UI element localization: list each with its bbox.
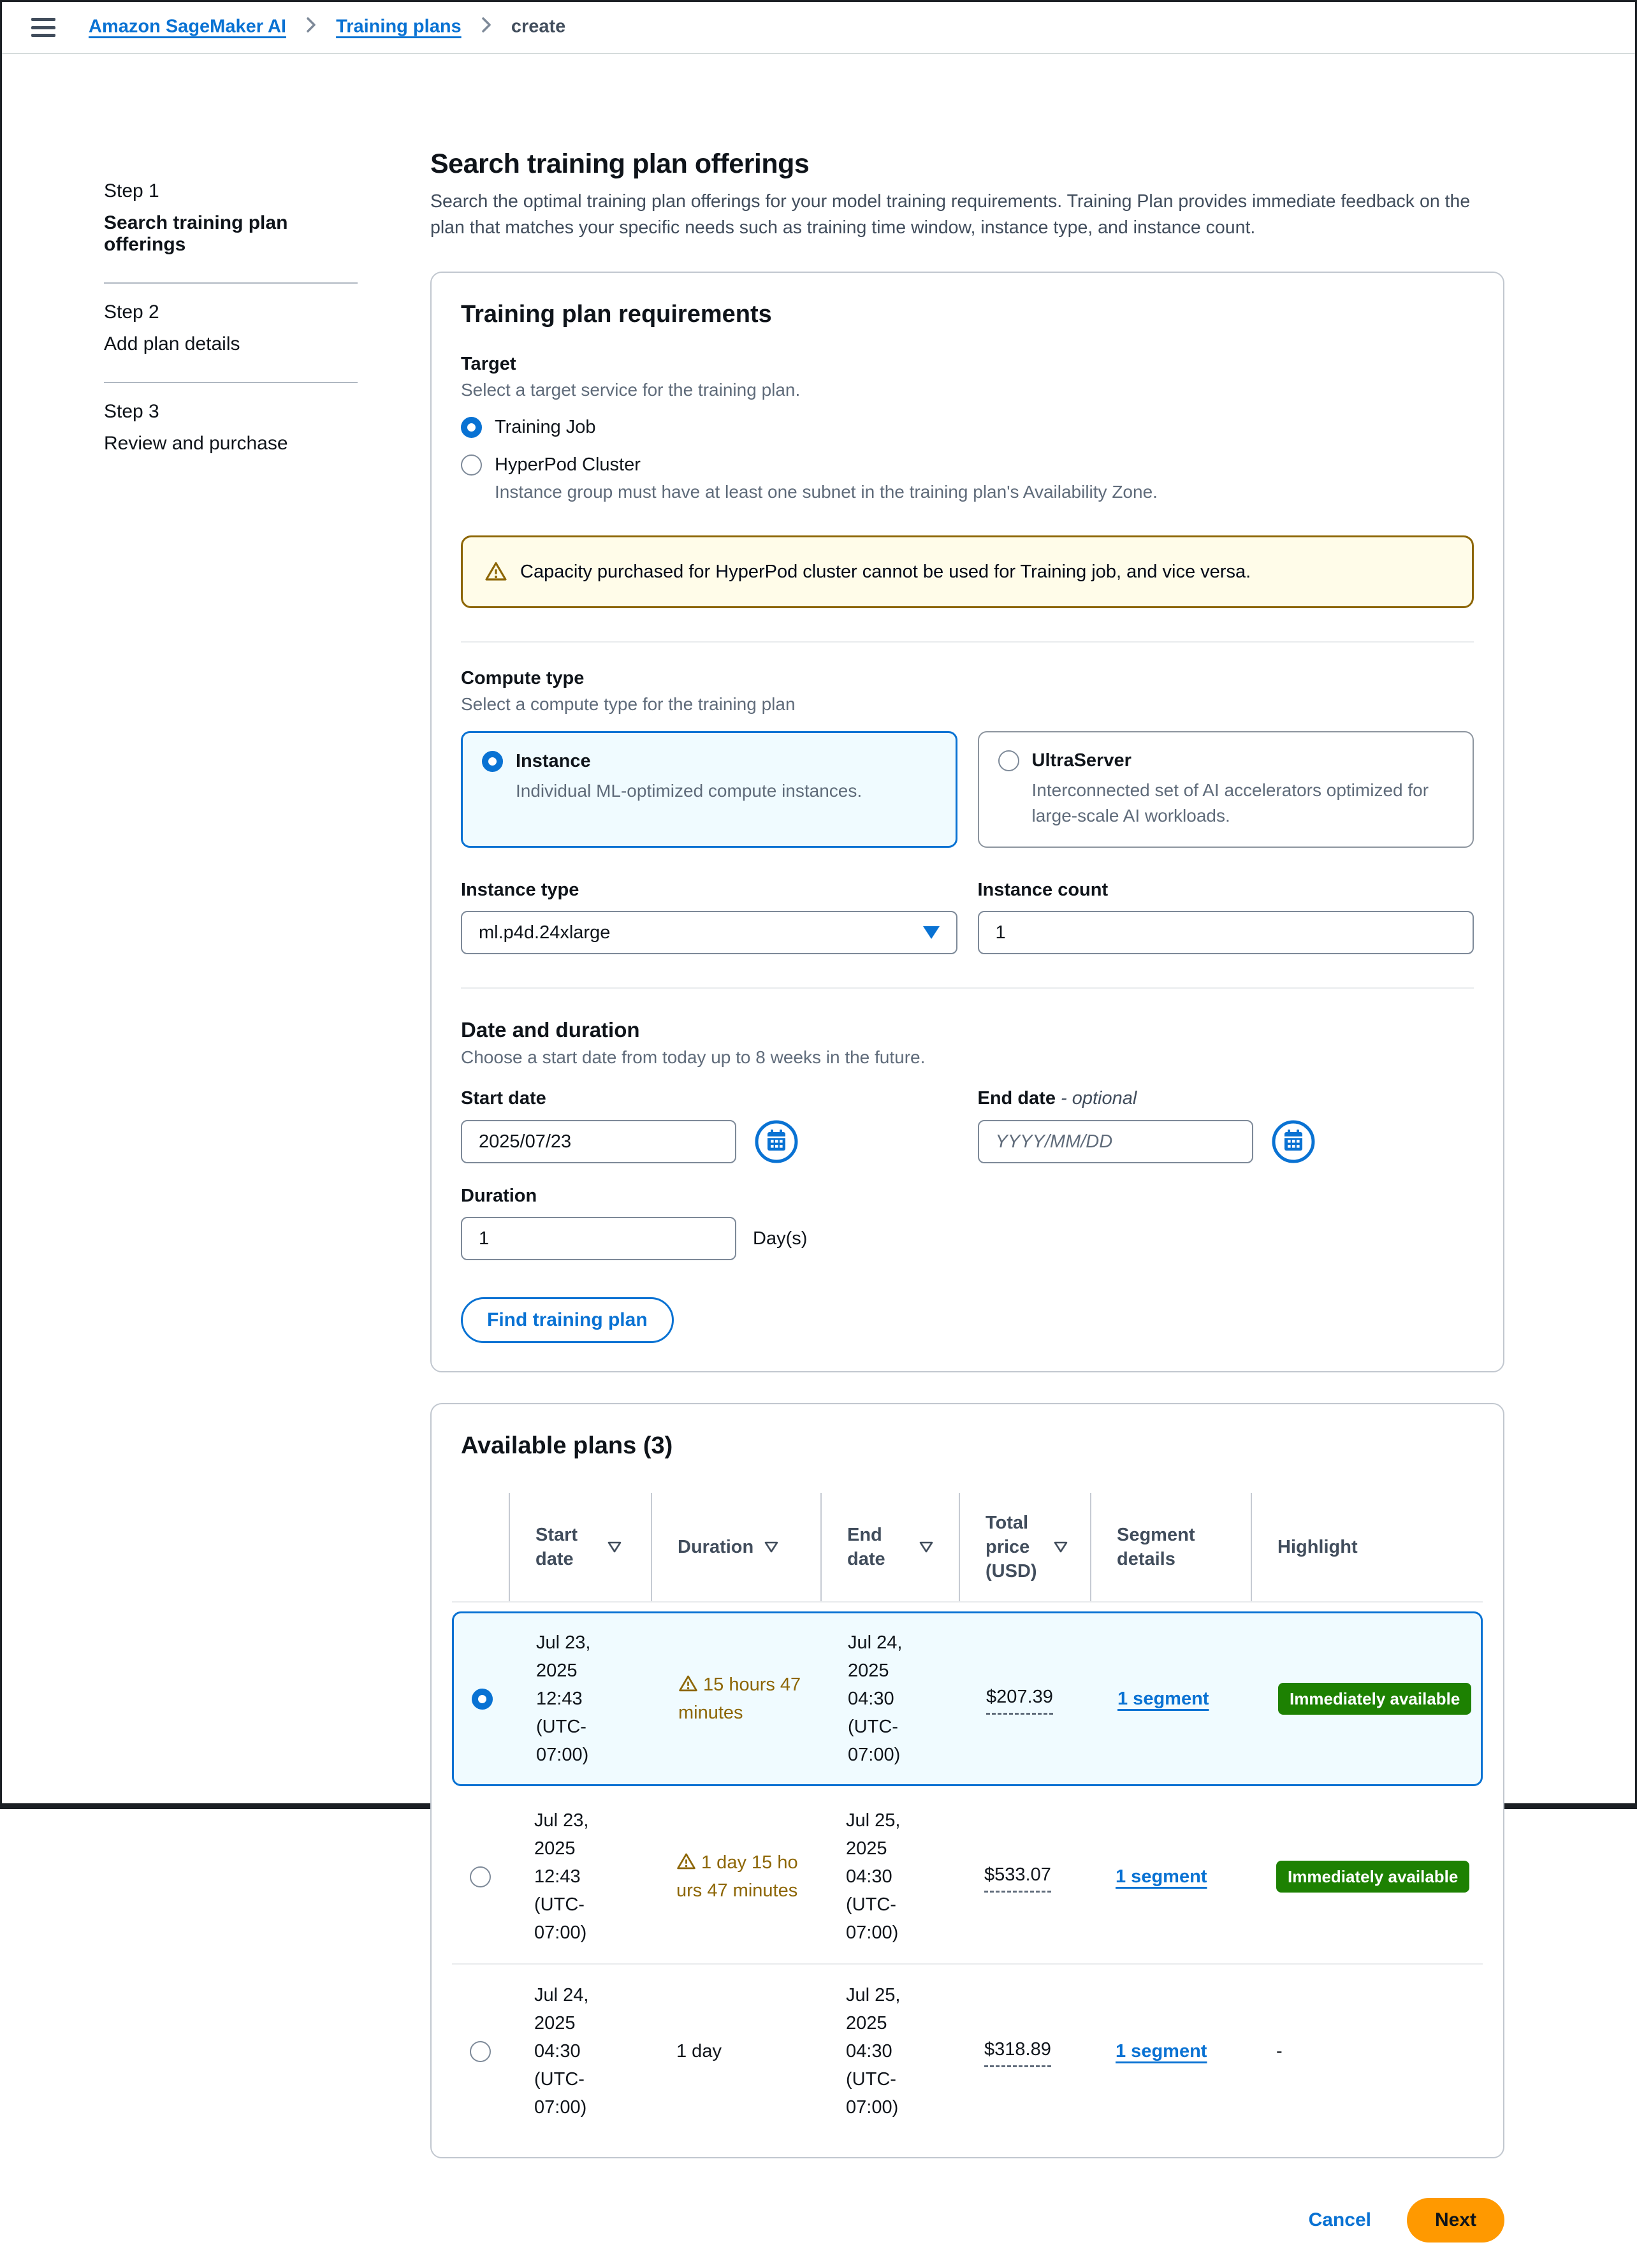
plans-table-header bbox=[452, 1493, 1483, 1603]
step-number: Step 1 bbox=[104, 180, 159, 201]
wizard-step-3[interactable] bbox=[104, 383, 358, 481]
radio-unselected-icon[interactable] bbox=[998, 750, 1019, 771]
radio-unselected-icon[interactable] bbox=[461, 454, 482, 476]
target-label: Target bbox=[461, 354, 516, 374]
warning-triangle-icon bbox=[678, 1674, 698, 1694]
start-date-input[interactable] bbox=[461, 1120, 736, 1163]
highlight-empty: - bbox=[1276, 2041, 1283, 2061]
optional-tag: - optional bbox=[1061, 1088, 1137, 1109]
plan-total-price[interactable]: $318.89 bbox=[984, 2035, 1051, 2067]
radio-unselected-icon[interactable] bbox=[470, 2041, 491, 2062]
column-header-total-price[interactable]: Total price (USD) bbox=[959, 1493, 1090, 1601]
duration-unit-label: Day(s) bbox=[753, 1228, 808, 1249]
plans-table bbox=[452, 1493, 1483, 2138]
plan-start-date: Jul 23, 2025 12:43 (UTC-07:00) bbox=[534, 1810, 589, 1943]
plan-start-date: Jul 23, 2025 12:43 (UTC-07:00) bbox=[536, 1632, 591, 1765]
date-duration-help: Choose a start date from today up to 8 weeks in the future. bbox=[461, 1047, 926, 1067]
start-date-label: Start date bbox=[461, 1088, 546, 1109]
target-option-label: HyperPod Cluster bbox=[495, 454, 641, 475]
date-duration-title: Date and duration bbox=[461, 1018, 640, 1042]
find-training-plan-button[interactable]: Find training plan bbox=[461, 1297, 674, 1343]
breadcrumb bbox=[89, 16, 565, 39]
breadcrumb-link-training-plans[interactable]: Training plans bbox=[336, 16, 462, 37]
target-option-training-job[interactable] bbox=[461, 417, 1474, 438]
end-date-calendar-button[interactable] bbox=[1271, 1119, 1316, 1164]
breadcrumb-chevron-icon bbox=[481, 16, 492, 39]
available-plans-title: Available plans (3) bbox=[461, 1432, 673, 1459]
warning-triangle-icon bbox=[676, 1852, 696, 1872]
start-date-calendar-button[interactable] bbox=[754, 1119, 799, 1164]
compute-tile-instance[interactable] bbox=[461, 731, 957, 848]
highlight-badge: Immediately available bbox=[1278, 1683, 1471, 1715]
column-header-end-date[interactable]: End date bbox=[820, 1493, 959, 1601]
plan-total-price[interactable]: $533.07 bbox=[984, 1861, 1051, 1893]
target-help: Select a target service for the training plan. bbox=[461, 380, 801, 400]
radio-unselected-icon[interactable] bbox=[470, 1866, 491, 1887]
page-title: Search training plan offerings bbox=[430, 149, 810, 179]
segment-details-link[interactable]: 1 segment bbox=[1116, 2041, 1207, 2061]
instance-count-label: Instance count bbox=[977, 880, 1109, 900]
target-option-label: Training Job bbox=[495, 417, 596, 437]
sort-descending-icon[interactable] bbox=[607, 1541, 622, 1553]
section-divider bbox=[461, 641, 1474, 643]
compute-tile-label: UltraServer bbox=[1031, 750, 1131, 771]
compute-type-label: Compute type bbox=[461, 668, 585, 688]
radio-selected-icon[interactable] bbox=[472, 1689, 493, 1710]
compute-type-help: Select a compute type for the training plan bbox=[461, 694, 796, 714]
training-plan-requirements-card bbox=[430, 272, 1504, 1372]
warning-triangle-icon bbox=[484, 560, 507, 583]
duration-label: Duration bbox=[461, 1186, 537, 1206]
target-option-hyperpod-cluster[interactable] bbox=[461, 454, 1474, 476]
top-navigation-bar bbox=[2, 2, 1635, 54]
instance-type-label: Instance type bbox=[461, 880, 579, 900]
breadcrumb-link-sagemaker[interactable]: Amazon SageMaker AI bbox=[89, 16, 286, 37]
segment-details-link[interactable]: 1 segment bbox=[1116, 1866, 1207, 1887]
breadcrumb-chevron-icon bbox=[305, 16, 317, 39]
sort-descending-icon[interactable] bbox=[919, 1541, 934, 1553]
wizard-step-2[interactable] bbox=[104, 284, 358, 383]
wizard-steps-sidebar bbox=[104, 149, 358, 2268]
warning-alert-text: Capacity purchased for HyperPod cluster cannot be used for Training job, and vice versa. bbox=[520, 561, 1251, 582]
plan-end-date: Jul 25, 2025 04:30 (UTC-07:00) bbox=[846, 1810, 901, 1943]
compute-tile-label: Instance bbox=[516, 751, 591, 771]
plan-row[interactable] bbox=[452, 1965, 1483, 2138]
wizard-footer-actions bbox=[430, 2198, 1504, 2268]
instance-type-value: ml.p4d.24xlarge bbox=[479, 922, 611, 943]
calendar-icon bbox=[1271, 1119, 1316, 1164]
plan-duration-warning: 1 day 15 hours 47 minutes bbox=[676, 1852, 798, 1901]
highlight-badge: Immediately available bbox=[1276, 1861, 1469, 1893]
column-header-start-date[interactable]: Start date bbox=[509, 1493, 651, 1601]
duration-input[interactable] bbox=[461, 1217, 736, 1260]
plan-duration-warning: 15 hours 47 minutes bbox=[678, 1675, 801, 1723]
instance-count-input[interactable] bbox=[978, 911, 1474, 954]
available-plans-card bbox=[430, 1403, 1504, 2158]
compute-tile-ultraserver[interactable] bbox=[978, 731, 1474, 848]
step-label: Add plan details bbox=[104, 333, 240, 354]
plan-duration: 1 day bbox=[676, 2041, 722, 2061]
radio-selected-icon[interactable] bbox=[482, 751, 503, 772]
plan-row-selected[interactable] bbox=[452, 1611, 1483, 1786]
page-description: Search the optimal training plan offerings for your model training requirements. Training Plan provides immediate feedback on the plan that matches your specific needs such as training time window, instance type, and instance count. bbox=[430, 191, 1471, 238]
column-header-duration[interactable]: Duration bbox=[651, 1493, 820, 1601]
column-header-highlight: Highlight bbox=[1251, 1493, 1483, 1601]
hamburger-menu-icon[interactable] bbox=[31, 18, 55, 37]
segment-details-link[interactable]: 1 segment bbox=[1117, 1689, 1209, 1709]
plan-total-price[interactable]: $207.39 bbox=[986, 1683, 1053, 1715]
plan-end-date: Jul 25, 2025 04:30 (UTC-07:00) bbox=[846, 1985, 901, 2118]
section-divider bbox=[461, 987, 1474, 989]
plan-start-date: Jul 24, 2025 04:30 (UTC-07:00) bbox=[534, 1985, 589, 2118]
instance-type-select[interactable] bbox=[461, 911, 957, 954]
plan-row[interactable] bbox=[452, 1790, 1483, 1965]
plan-end-date: Jul 24, 2025 04:30 (UTC-07:00) bbox=[848, 1632, 903, 1765]
compute-tile-description: Individual ML-optimized compute instances. bbox=[516, 781, 862, 801]
dropdown-caret-icon bbox=[923, 926, 940, 939]
column-header-segment-details: Segment details bbox=[1090, 1493, 1251, 1601]
hyperpod-option-description: Instance group must have at least one subnet in the training plan's Availability Zone. bbox=[495, 482, 1158, 502]
end-date-input[interactable] bbox=[978, 1120, 1253, 1163]
sort-descending-icon[interactable] bbox=[764, 1541, 779, 1553]
radio-selected-icon[interactable] bbox=[461, 417, 482, 438]
warning-alert bbox=[461, 535, 1474, 608]
step-label: Review and purchase bbox=[104, 433, 288, 454]
wizard-step-1[interactable] bbox=[104, 180, 358, 284]
selection-column-header bbox=[452, 1493, 509, 1601]
step-number: Step 3 bbox=[104, 401, 159, 422]
compute-tile-description: Interconnected set of AI accelerators optimized for large-scale AI workloads. bbox=[1031, 780, 1429, 825]
next-button[interactable]: Next bbox=[1407, 2198, 1504, 2243]
calendar-icon bbox=[754, 1119, 799, 1164]
breadcrumb-current-create: create bbox=[511, 16, 566, 37]
cancel-button[interactable]: Cancel bbox=[1308, 2209, 1371, 2230]
requirements-card-title: Training plan requirements bbox=[461, 301, 772, 328]
step-number: Step 2 bbox=[104, 302, 159, 323]
end-date-label: End date - optional bbox=[977, 1088, 1137, 1109]
sort-descending-icon[interactable] bbox=[1053, 1541, 1068, 1553]
step-label: Search training plan offerings bbox=[104, 212, 288, 255]
